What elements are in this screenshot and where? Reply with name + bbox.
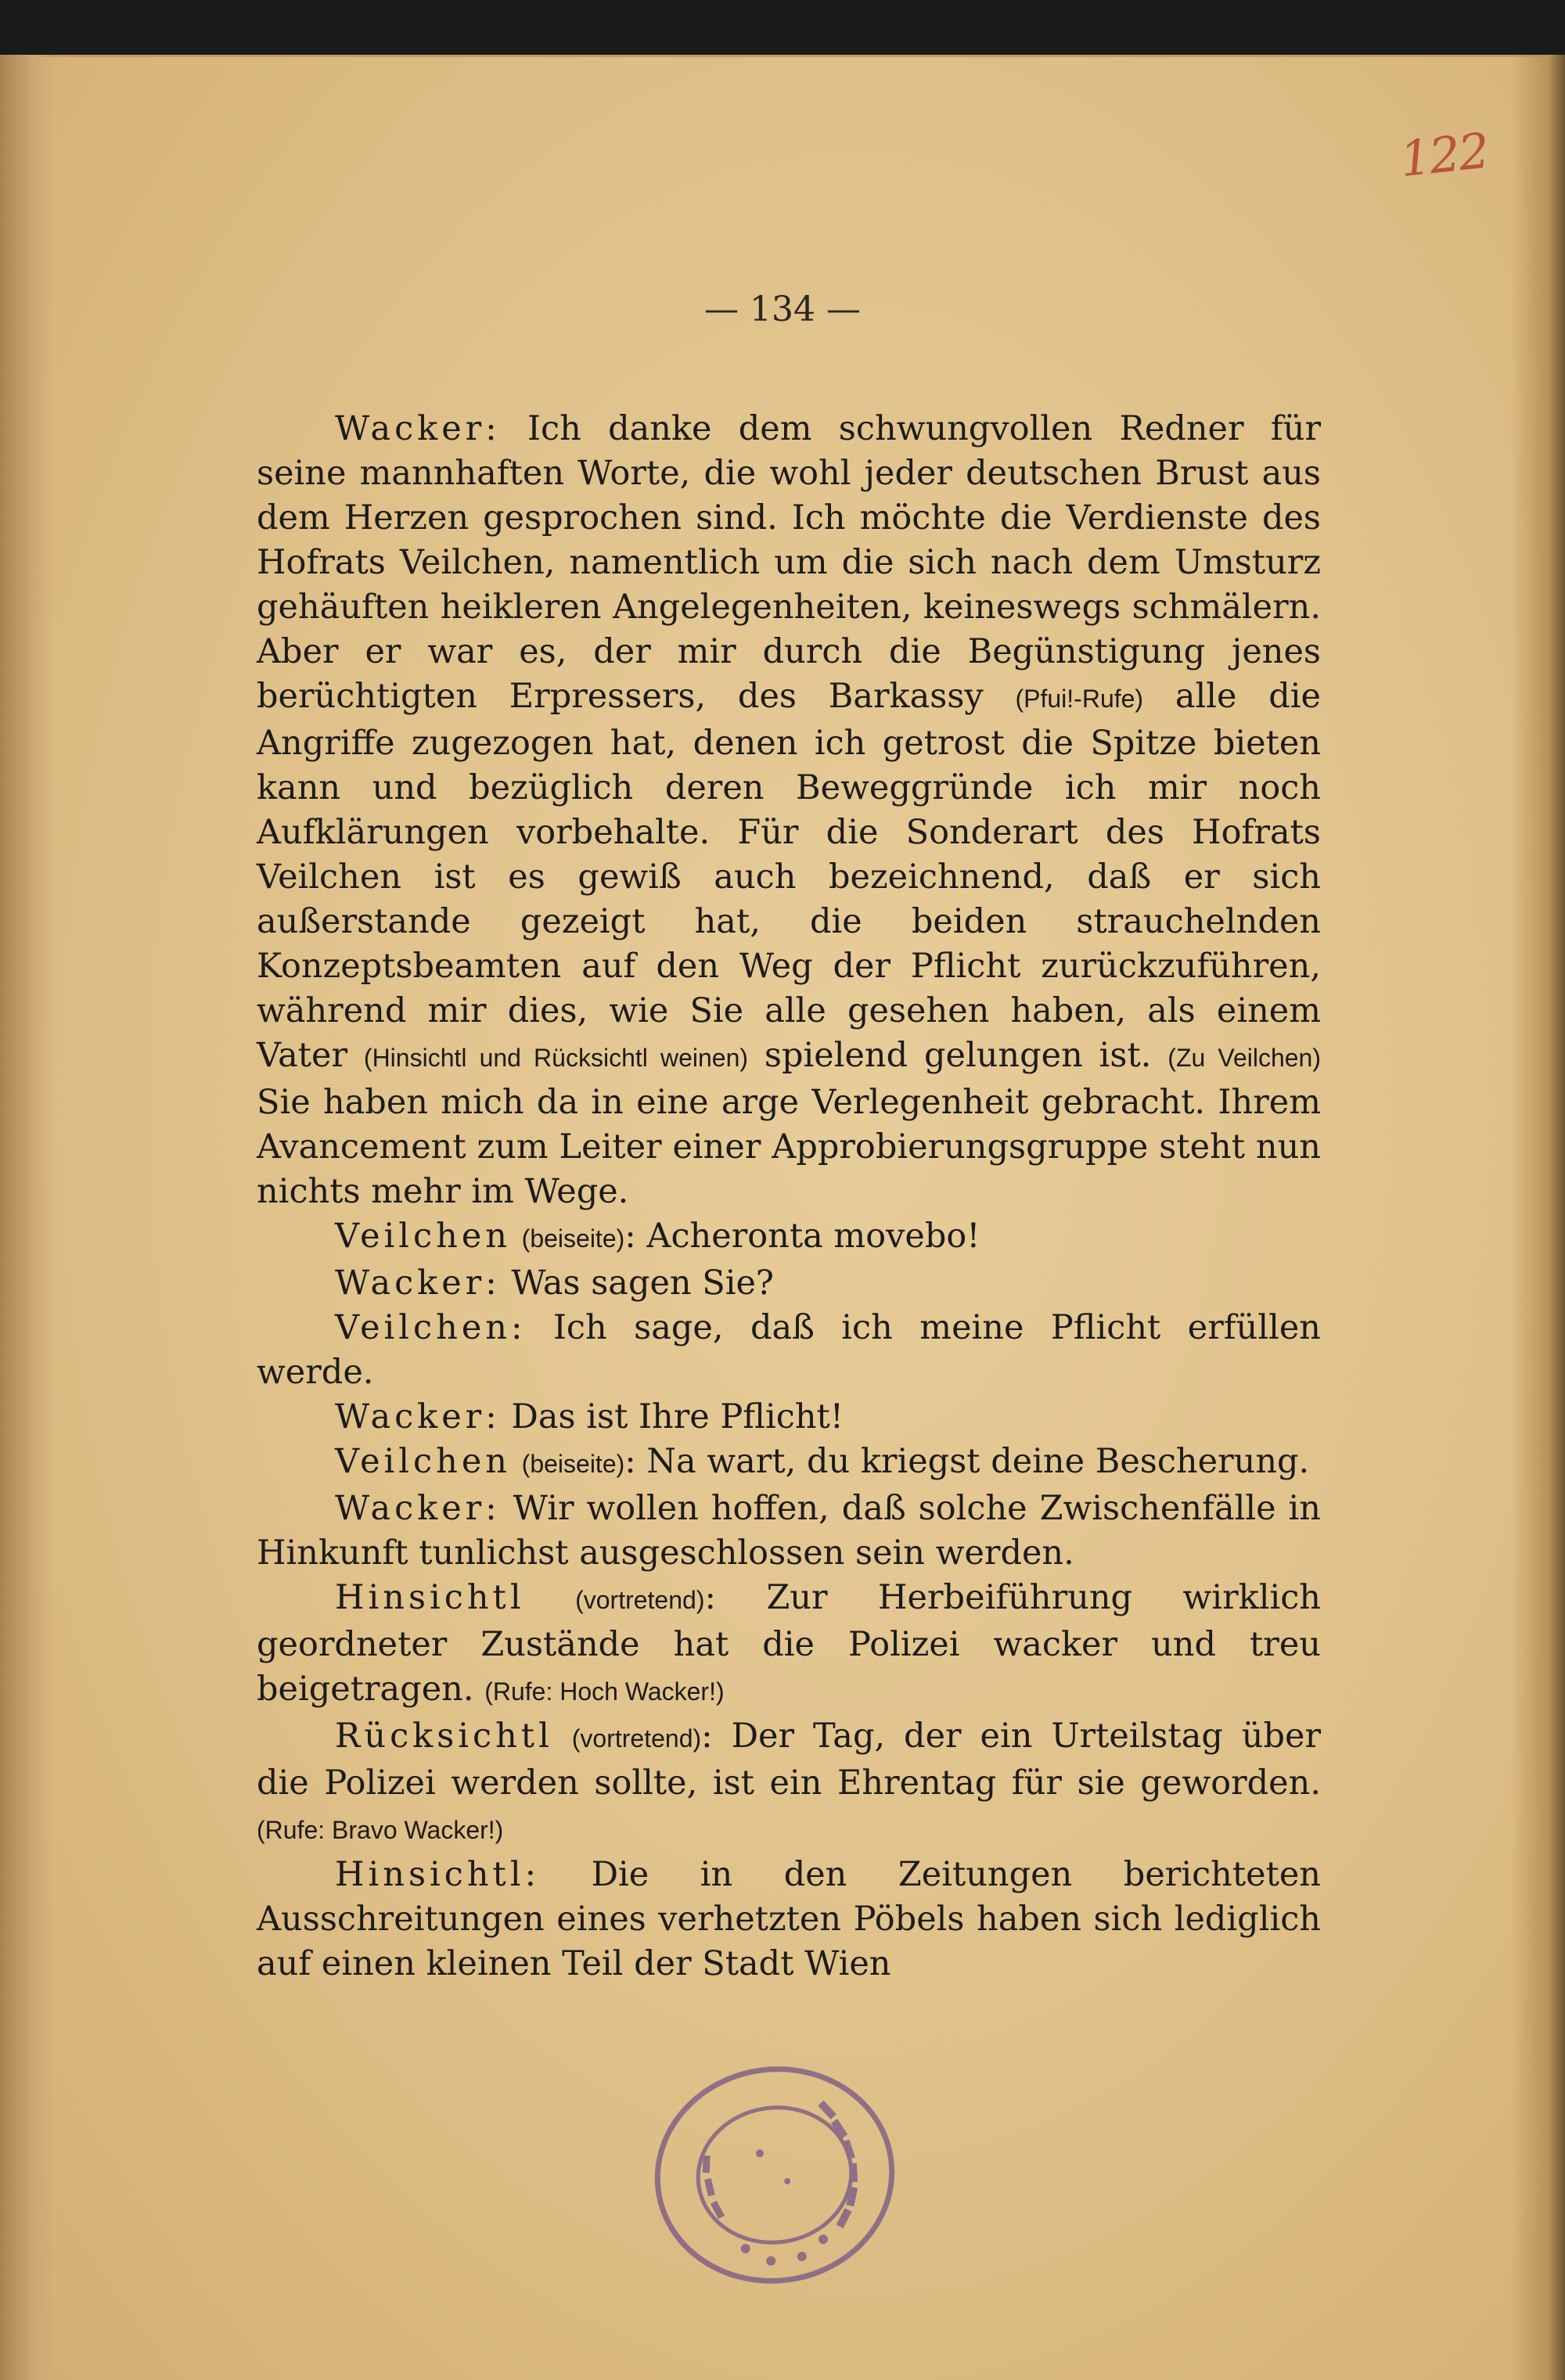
dialogue-text: : Der Tag, der ein Urteilstag über die Polizei werden sollte, ist ein Ehrentag für sie geworden. — [257, 1717, 1321, 1803]
stage-direction: (Hinsichtl und Rücksichtl weinen) — [363, 1044, 749, 1072]
play-text — [257, 407, 1321, 2152]
dialogue-text: Das ist Ihre Pflicht! — [511, 1397, 844, 1436]
dialogue-paragraph — [257, 1261, 1321, 1306]
dialogue-paragraph — [257, 1853, 1321, 1986]
dialogue-paragraph — [257, 1440, 1321, 1487]
stamp-seal-icon — [644, 2058, 906, 2292]
stage-direction: (beiseite) — [521, 1224, 625, 1253]
speaker-name: Wacker: — [335, 409, 501, 448]
speaker-name: Hinsichtl: — [335, 1855, 541, 1894]
dialogue-text: : Zur Herbeiführung wirklich geordneter Zustände hat die Polizei wacker und treu beigetragen. — [257, 1578, 1321, 1709]
stage-direction: (vortretend) — [571, 1724, 702, 1753]
dialogue-text: Ich sage, daß ich meine Pflicht erfüllen werde. — [257, 1308, 1322, 1392]
dialogue-text: Wir wollen hoffen, daß solche Zwischenfälle in Hinkunft tunlichst ausgeschlossen sein werden. — [257, 1489, 1321, 1573]
speaker-name: Wacker: — [335, 1489, 501, 1528]
stage-direction: (Rufe: Hoch Wacker!) — [484, 1677, 725, 1706]
handwritten-folio-number: 122 — [1397, 121, 1491, 189]
stage-direction: (Zu Veilchen) — [1167, 1044, 1322, 1072]
speaker-name: Wacker: — [335, 1397, 501, 1436]
speaker-name: Wacker: — [335, 1264, 501, 1303]
dialogue-paragraph — [257, 1395, 1321, 1440]
stage-direction: (vortretend) — [575, 1586, 705, 1614]
speaker-name: Hinsichtl — [335, 1578, 525, 1617]
stage-direction: (Pfui!-Rufe) — [1015, 685, 1144, 713]
dialogue-text: Sie haben mich da in eine arge Verlegenheit gebracht. Ihrem Avancement zum Leiter einer Approbierungsgruppe steht nun nichts mehr im Wege. — [257, 1083, 1321, 1211]
speaker-name: Veilchen — [335, 1442, 511, 1481]
speaker-name: Rücksichtl — [335, 1717, 553, 1756]
dialogue-paragraph — [257, 1714, 1321, 1853]
dialogue-paragraph — [257, 1576, 1321, 1714]
dialogue-paragraph — [257, 1487, 1321, 1576]
dialogue-text: spielend gelungen ist. — [748, 1036, 1168, 1075]
page-number: — 134 — — [704, 289, 861, 329]
stage-direction: (beiseite) — [521, 1450, 625, 1478]
stage-direction: (Rufe: Bravo Wacker!) — [257, 1816, 504, 1844]
page-edge — [1510, 55, 1565, 2380]
gutter-shadow — [0, 55, 55, 2380]
dialogue-text: Die in den Zeitungen berichteten Ausschreitungen eines verhetzten Pöbels haben sich lediglich auf einen kleinen Teil der Stadt Wien — [257, 1855, 1321, 1983]
dialogue-text: : Acheronta movebo! — [624, 1217, 980, 1256]
dialogue-paragraph — [257, 1214, 1321, 1261]
library-stamp — [642, 2058, 908, 2292]
dialogue-paragraph — [257, 1306, 1321, 1395]
dialogue-paragraph — [257, 407, 1321, 1214]
dialogue-text: alle die Angriffe zugezogen hat, denen ich getrost die Spitze bieten kann und bezüglich deren Beweggründe ich mir noch Aufklärungen vorbehalte. Für die Sonderart des Hofrats Veilchen ist es gewiß auch bezeichnend, daß er sich außerstande gezeigt hat, die beiden strauchelnden Konzeptsbeamten auf den Weg der Pflicht zurückzuführen, während mir dies, wie Sie alle gesehen haben, als einem Vater — [257, 677, 1321, 1075]
speaker-name: Veilchen: — [335, 1308, 527, 1347]
dialogue-text: Ich danke dem schwungvollen Redner für seine mannhaften Worte, die wohl jeder deutschen Brust aus dem Herzen gesprochen sind. Ich möchte die Verdienste des Hofrats Veilchen, namentlich um die sich nach dem Umsturz gehäuften heikleren Angelegenheiten, keineswegs schmälern. Aber er war es, der mir durch die Begünstigung jenes berüchtigten Erpressers, des Barkassy — [257, 409, 1322, 716]
dialogue-text: Was sagen Sie? — [511, 1264, 774, 1303]
speaker-name: Veilchen — [335, 1217, 511, 1256]
dialogue-text: : Na wart, du kriegst deine Bescherung. — [624, 1442, 1310, 1481]
